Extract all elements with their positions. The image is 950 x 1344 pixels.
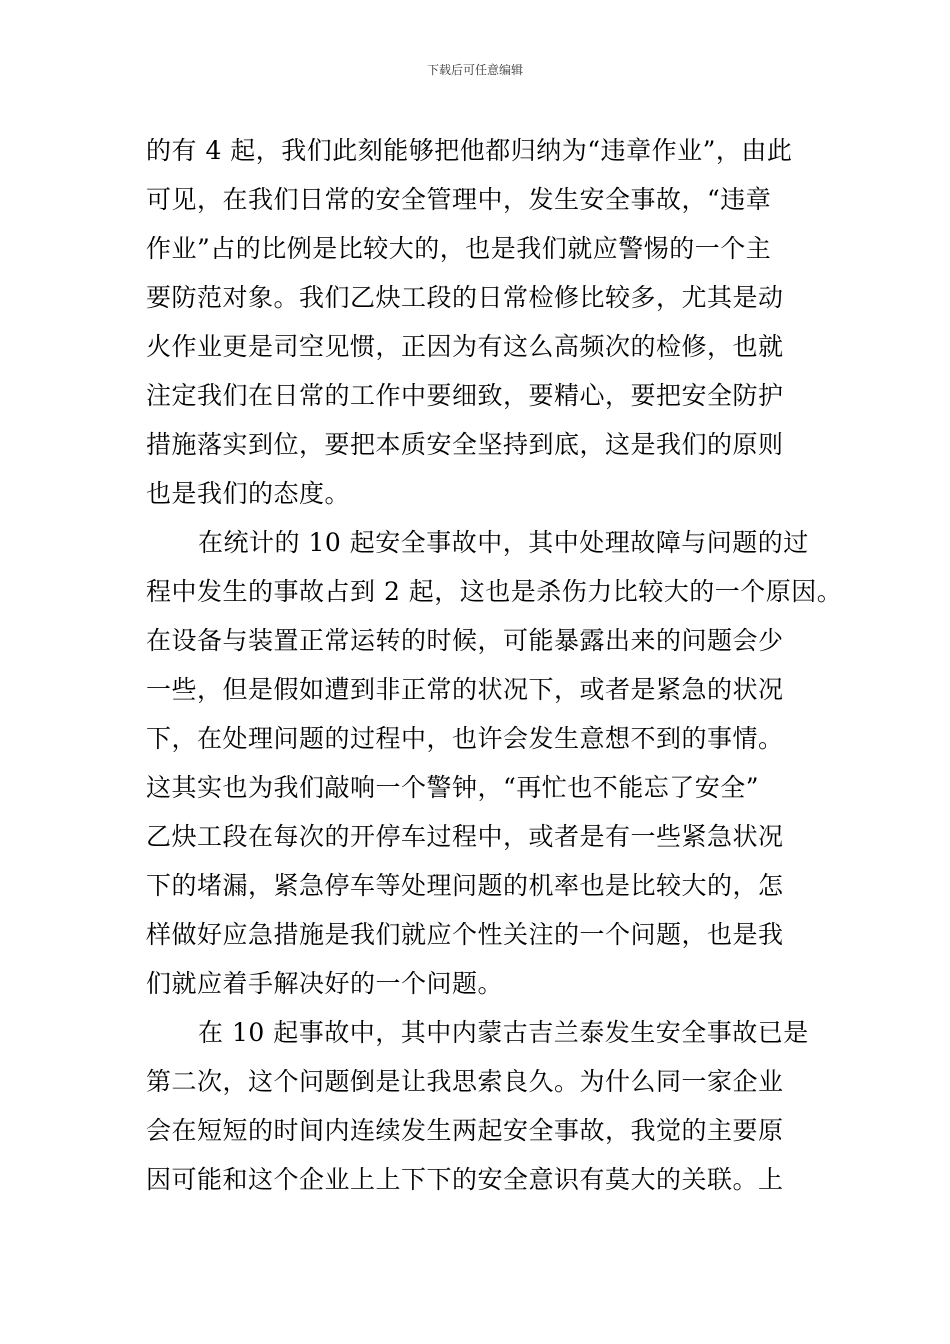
text-line: 也是我们的态度。 [146, 479, 351, 508]
text-line: 在统计的 10 起安全事故中，其中处理故障与问题的过 [198, 528, 809, 557]
text-line: 会在短短的时间内连续发生两起安全事故，我觉的主要原 [146, 1116, 784, 1145]
text-line: 第二次，这个问题倒是让我思索良久。为什么同一家企业 [146, 1067, 784, 1096]
text-line: 注定我们在日常的工作中要细致，要精心，要把安全防护 [146, 381, 784, 410]
text-line: 们就应着手解决好的一个问题。 [146, 969, 504, 998]
page-header: 下载后可任意编辑 [426, 63, 523, 77]
text-line: 因可能和这个企业上上下下的安全意识有莫大的关联。上 [146, 1165, 784, 1194]
text-line: 可见，在我们日常的安全管理中，发生安全事故，“违章 [146, 185, 772, 214]
text-line: 一些，但是假如遭到非正常的状况下，或者是紧急的状况 [146, 675, 784, 704]
text-line: 程中发生的事故占到 2 起，这也是杀伤力比较大的一个原因。 [146, 577, 843, 606]
text-line: 措施落实到位，要把本质安全坚持到底，这是我们的原则 [146, 430, 784, 459]
text-line: 在 10 起事故中，其中内蒙古吉兰泰发生安全事故已是 [198, 1018, 809, 1047]
text-line: 的有 4 起，我们此刻能够把他都归纳为“违章作业”，由此 [146, 136, 793, 165]
text-line: 作业”占的比例是比较大的，也是我们就应警惕的一个主 [146, 234, 772, 263]
text-line: 在设备与装置正常运转的时候，可能暴露出来的问题会少 [146, 626, 784, 655]
text-line: 样做好应急措施是我们就应个性关注的一个问题，也是我 [146, 920, 784, 949]
text-line: 要防范对象。我们乙炔工段的日常检修比较多，尤其是动 [146, 283, 784, 312]
text-line: 火作业更是司空见惯，正因为有这么高频次的检修，也就 [146, 332, 784, 361]
text-line: 乙炔工段在每次的开停车过程中，或者是有一些紧急状况 [146, 822, 784, 851]
text-line: 下，在处理问题的过程中，也许会发生意想不到的事情。 [146, 724, 784, 753]
text-line: 这其实也为我们敲响一个警钟，“再忙也不能忘了安全” [146, 773, 760, 802]
text-line: 下的堵漏，紧急停车等处理问题的机率也是比较大的，怎 [146, 871, 784, 900]
